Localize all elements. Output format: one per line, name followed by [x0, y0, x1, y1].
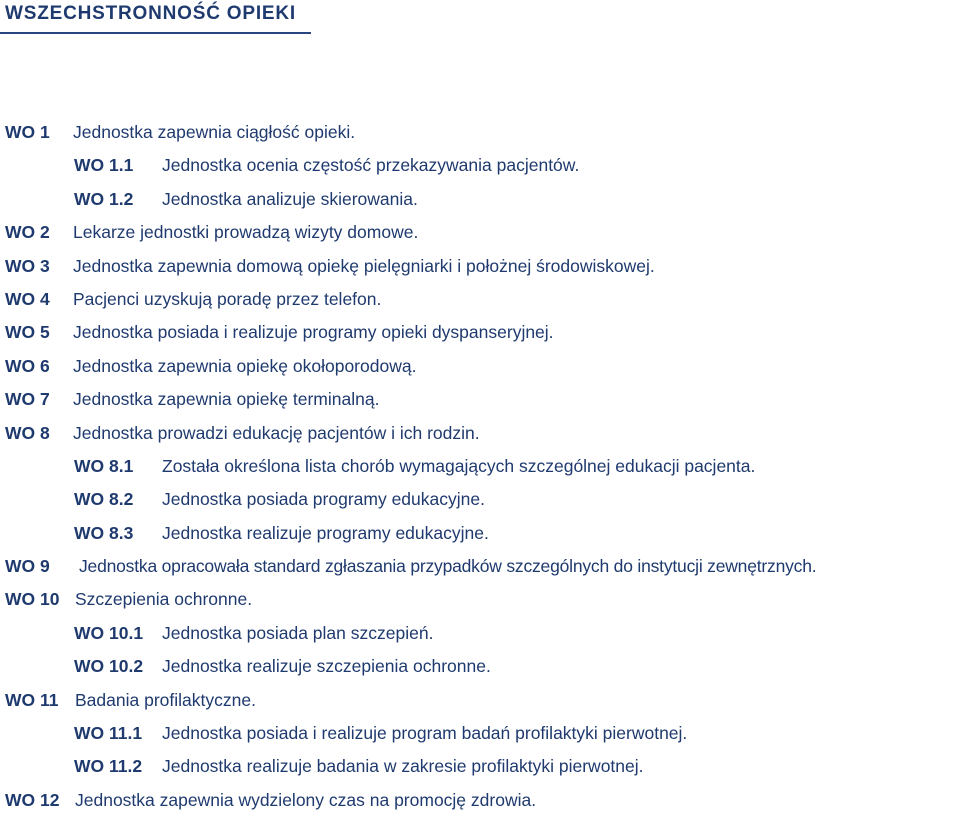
list-item: [0, 784, 960, 817]
item-code: WO 10: [5, 589, 60, 610]
item-text: Jednostka zapewnia domową opiekę pielęgniarki i położnej środowiskowej.: [73, 255, 655, 276]
item-text: Jednostka zapewnia ciągłość opieki.: [73, 122, 356, 142]
item-code: WO 5: [5, 322, 50, 343]
item-text: Jednostka posiada plan szczepień.: [162, 622, 434, 643]
item-text: Szczepienia ochronne.: [75, 589, 253, 610]
list-item: [0, 550, 960, 583]
item-code: WO 4: [5, 288, 50, 309]
item-code: WO 8.1: [74, 455, 134, 476]
item-code: WO 6: [5, 355, 50, 376]
item-text: Jednostka zapewnia opiekę okołoporodową.: [73, 355, 417, 376]
item-text: Jednostka realizuje badania w zakresie profilaktyki pierwotnej.: [162, 756, 644, 777]
section-header: [0, 0, 311, 34]
item-code: WO 8.3: [74, 522, 134, 543]
item-text: Jednostka realizuje programy edukacyjne.: [162, 522, 489, 543]
item-text: Pacjenci uzyskują poradę przez telefon.: [73, 288, 382, 309]
item-code: WO 12: [5, 789, 60, 810]
item-text: Jednostka opracowała standard zgłaszania przypadków szczególnych do instytucji zewnętrznych.: [79, 556, 817, 577]
item-text: Jednostka realizuje szczepienia ochronne.: [162, 656, 491, 677]
item-text: Jednostka posiada i realizuje programy opieki dyspanseryjnej.: [73, 322, 554, 343]
item-text: Jednostka zapewnia opiekę terminalną.: [73, 389, 380, 410]
item-code: WO 10.1: [74, 622, 144, 643]
item-text: Jednostka analizuje skierowania.: [162, 188, 418, 209]
item-text: Jednostka posiada programy edukacyjne.: [162, 489, 485, 510]
list-item: [0, 684, 960, 717]
item-text: Badania profilaktyczne.: [75, 689, 256, 710]
item-text: Jednostka zapewnia wydzielony czas na promocję zdrowia.: [75, 789, 537, 810]
list-subitem: [0, 717, 960, 750]
item-code: WO 3: [5, 255, 50, 276]
list-item: [0, 283, 960, 316]
list-subitem: [0, 450, 960, 483]
item-code: WO 1.2: [74, 188, 134, 209]
list-item: [0, 350, 960, 383]
item-code: WO 7: [5, 389, 50, 410]
list-subitem: [0, 483, 960, 516]
list-subitem: [0, 750, 960, 783]
list-item: [0, 417, 960, 450]
list-subitem: [0, 650, 960, 683]
list-item: [0, 116, 960, 149]
list-item: [0, 250, 960, 283]
item-text: Została określona lista chorób wymagających szczególnej edukacji pacjenta.: [162, 455, 756, 476]
list-item: [0, 583, 960, 616]
list-item: [0, 383, 960, 416]
list-subitem: [0, 617, 960, 650]
item-text: Lekarze jednostki prowadzą wizyty domowe.: [73, 222, 419, 243]
list-item: [0, 316, 960, 349]
item-code: WO 9: [5, 556, 50, 577]
list-subitem: [0, 183, 960, 216]
item-code: WO 8.2: [74, 489, 134, 510]
item-text: Jednostka ocenia częstość przekazywania pacjentów.: [162, 155, 580, 176]
item-code: WO 11.2: [74, 756, 143, 777]
item-text: Jednostka prowadzi edukację pacjentów i ich rodzin.: [73, 422, 480, 443]
item-code: WO 11.1: [74, 723, 143, 744]
list-item: [0, 216, 960, 249]
list-subitem: [0, 517, 960, 550]
page-title: WSZECHSTRONNOŚĆ OPIEKI: [5, 3, 297, 24]
item-code: WO 1: [5, 122, 50, 142]
item-code: WO 2: [5, 222, 50, 243]
item-code: WO 1.1: [74, 155, 134, 176]
standards-list: [0, 116, 960, 817]
item-code: WO 10.2: [74, 656, 144, 677]
item-text: Jednostka posiada i realizuje program badań profilaktyki pierwotnej.: [162, 723, 688, 744]
item-code: WO 8: [5, 422, 50, 443]
list-subitem: [0, 149, 960, 182]
item-code: WO 11: [5, 689, 59, 710]
